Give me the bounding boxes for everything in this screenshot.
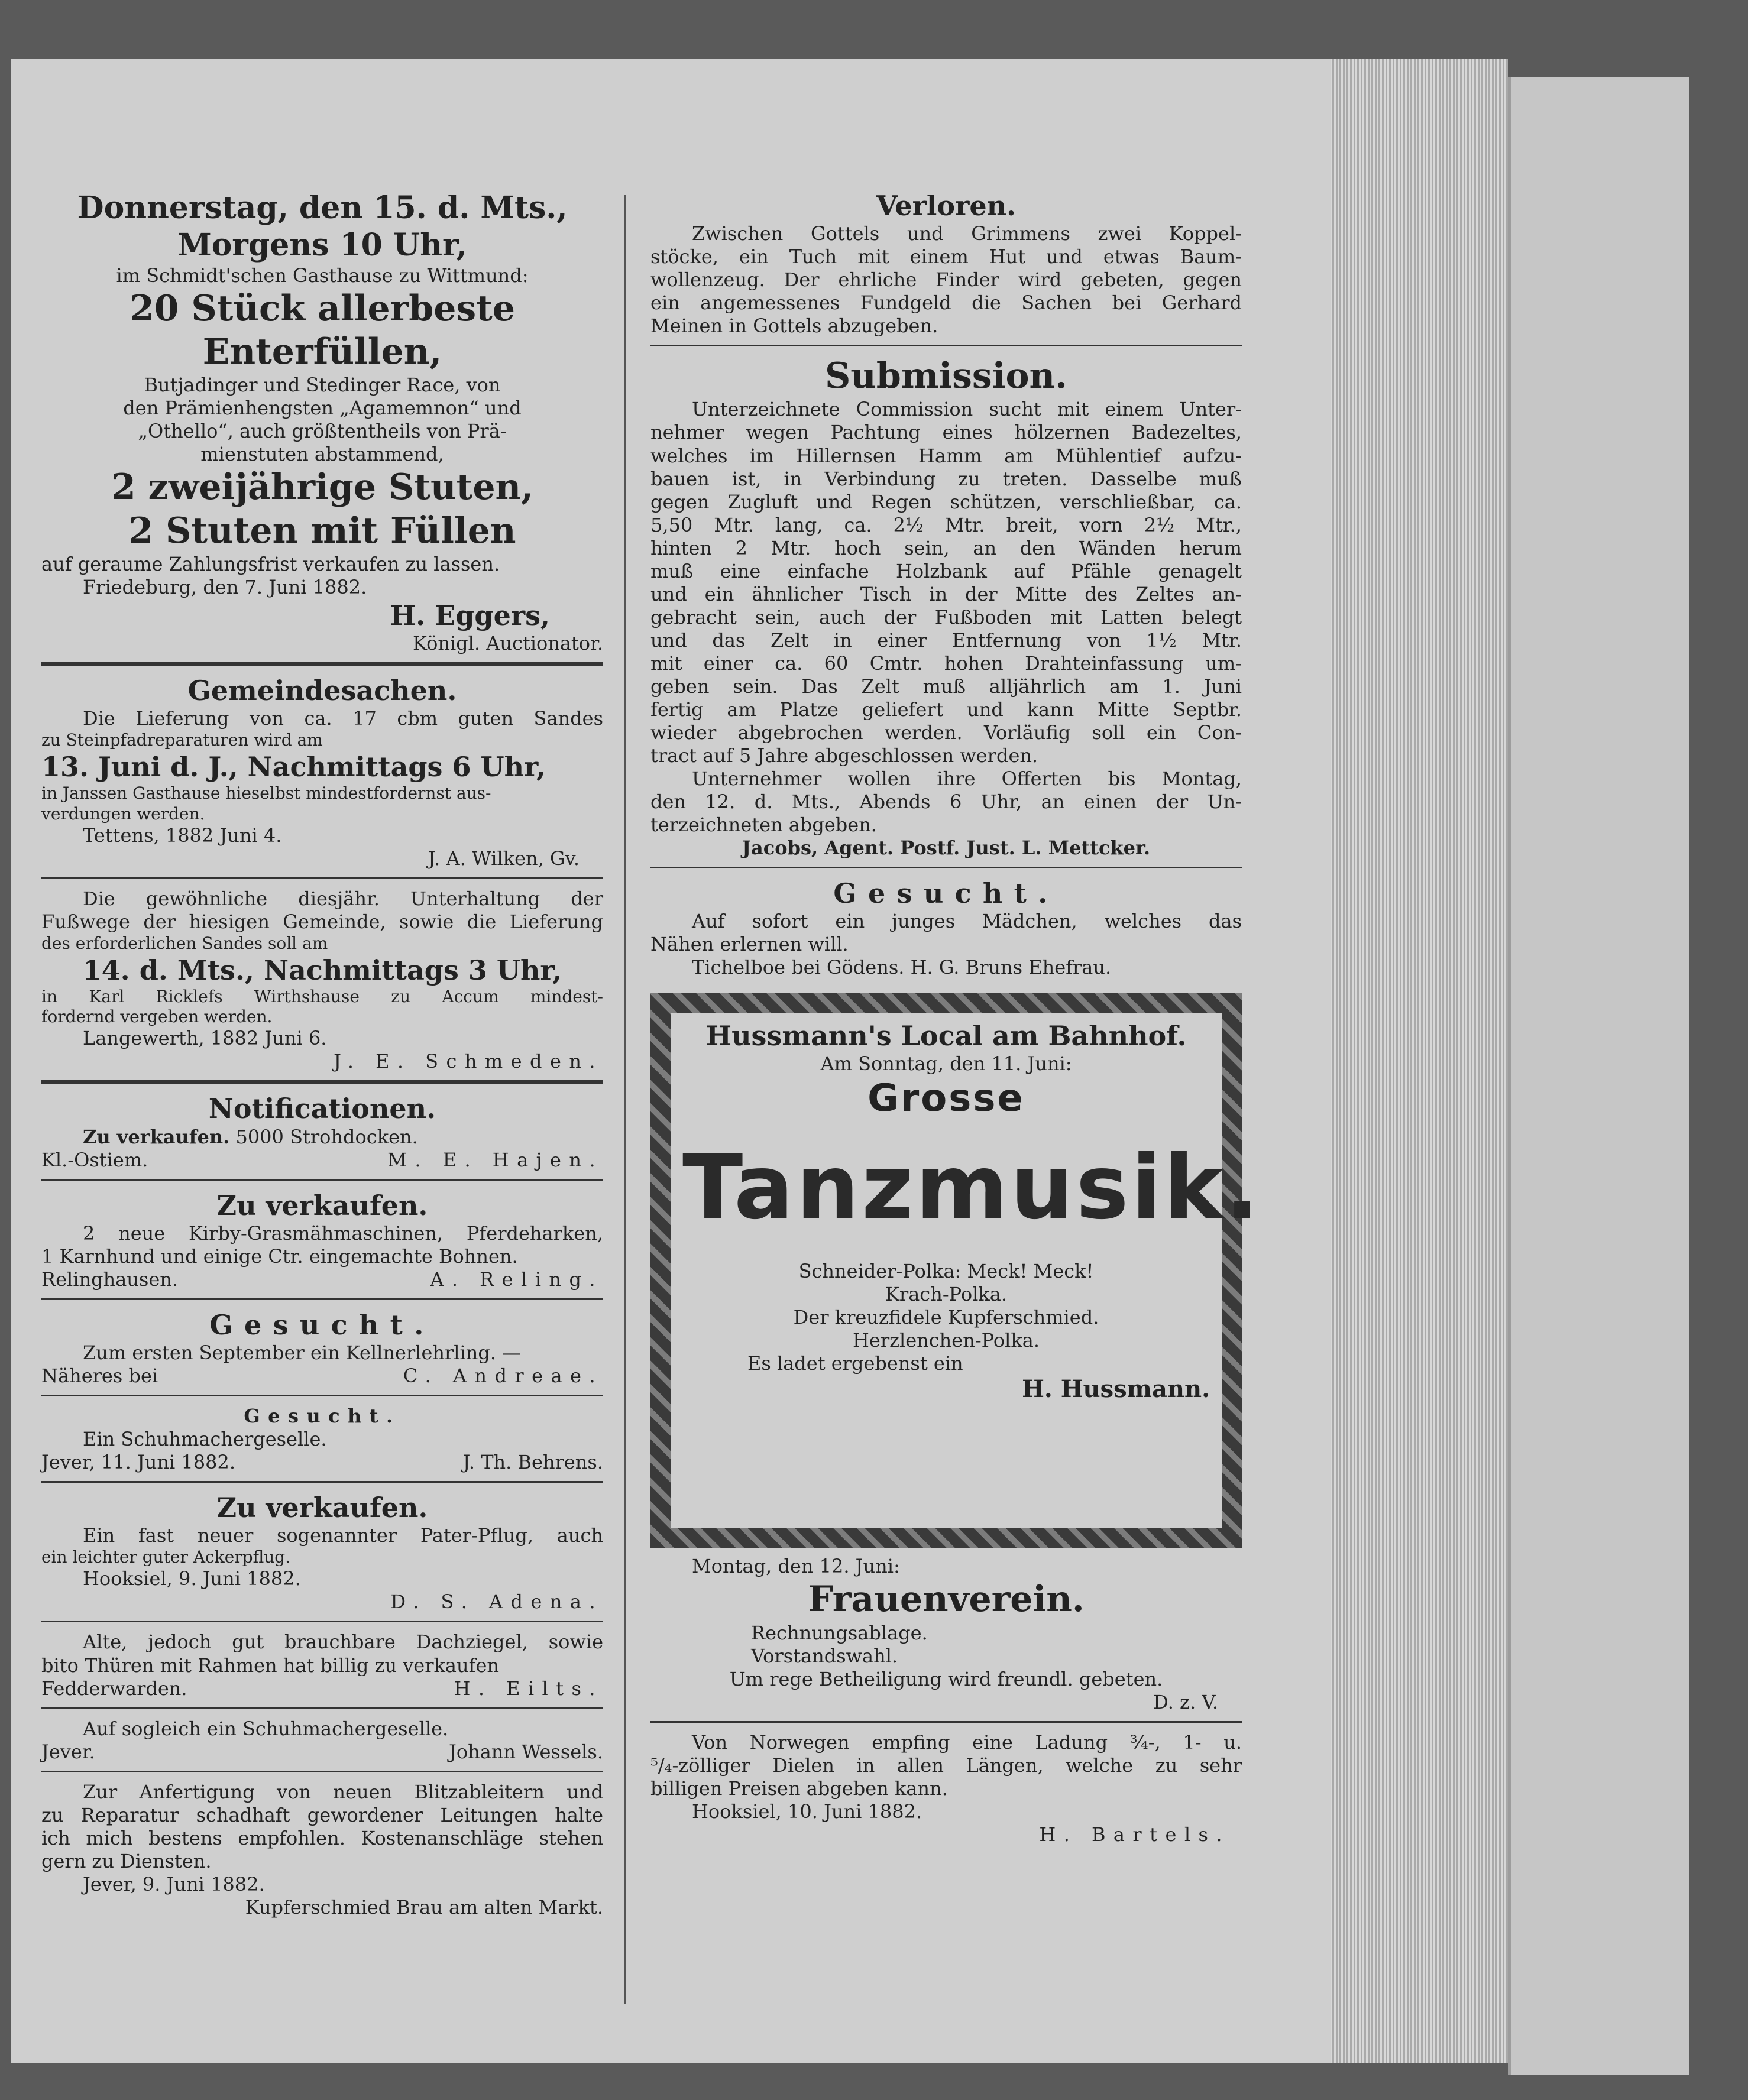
- frauenverein-heading: Frauenverein.: [808, 1579, 1085, 1621]
- tanz-grosse: Grosse: [867, 1077, 1025, 1121]
- auction-item-1-desc: Butjadinger und Stedinger Race, von: [144, 374, 501, 397]
- submission-text: Unternehmer wollen ihre Offerten bis Montag,: [692, 767, 1242, 790]
- separator: [41, 1707, 603, 1709]
- unterhaltung-date-line: 14. d. Mts., Nachmittags 3 Uhr,: [82, 954, 562, 986]
- gesucht-text: Nähen erlernen will.: [650, 933, 849, 956]
- frauenverein-item: Vorstandswahl.: [751, 1644, 898, 1667]
- separator: [41, 1179, 603, 1181]
- auction-date: Donnerstag, den 15. d. Mts.,: [77, 190, 568, 226]
- dachziegel-place: Fedderwarden.: [41, 1677, 187, 1700]
- gemeinde-signer: J. A. Wilken, Gv.: [428, 847, 580, 870]
- gemeinde-text: verdungen werden.: [41, 803, 205, 824]
- tanzmusik-ad: [682, 1019, 1261, 1522]
- separator: [41, 1298, 603, 1300]
- schuhmacher-place: Jever.: [41, 1740, 95, 1763]
- gesucht-heading: Gesucht.: [833, 877, 1059, 910]
- separator: [650, 345, 1242, 346]
- gesucht2-footer: [41, 1451, 603, 1474]
- blitz-text: gern zu Diensten.: [41, 1849, 212, 1872]
- verkaufen1-heading: Zu verkaufen.: [216, 1189, 428, 1221]
- unterhaltung-ad: [41, 887, 603, 1074]
- auction-item-1-desc: „Othello“, auch größtentheils von Prä-: [138, 420, 507, 443]
- submission-text: gebracht sein, auch der Fußboden mit Latten belegt: [650, 605, 1242, 628]
- dielen-ad: [650, 1731, 1242, 1846]
- frauenverein-ad: [650, 1555, 1242, 1713]
- submission-ad: [650, 355, 1242, 860]
- tanz-invite: Es ladet ergebenst ein: [747, 1352, 963, 1375]
- gesucht2-text: Ein Schuhmachergeselle.: [83, 1428, 327, 1451]
- gemeinde-date-line: 13. Juni d. J., Nachmittags 6 Uhr,: [41, 751, 546, 783]
- dielen-signer: H. Bartels.: [1039, 1823, 1230, 1846]
- separator: [41, 1771, 603, 1772]
- dachziegel-signer: H. Eilts.: [454, 1677, 603, 1700]
- submission-text: Unterzeichnete Commission sucht mit einem Unter-: [692, 398, 1242, 421]
- schuhmacher-text: Auf sogleich ein Schuhmachergeselle.: [83, 1717, 449, 1740]
- gemeinde-text: zu Steinpfadreparaturen wird am: [41, 730, 323, 750]
- blitz-text: Zur Anfertigung von neuen Blitzableitern und: [83, 1780, 603, 1803]
- gesucht2-place: Jever, 11. Juni 1882.: [41, 1451, 236, 1474]
- gesucht1-ad: [41, 1308, 603, 1388]
- auction-item-2: 2 zweijährige Stuten,: [111, 466, 534, 508]
- verkaufen1-place: Relinghausen.: [41, 1268, 179, 1291]
- notif-heading: Notificationen.: [208, 1093, 436, 1125]
- tanz-program-item: Der kreuzfidele Kupferschmied.: [793, 1305, 1099, 1328]
- verkaufen1-footer: [41, 1268, 603, 1291]
- submission-text: nehmer wegen Pachtung eines hölzernen Badezeltes,: [650, 421, 1242, 444]
- blitz-text: ich mich bestens empfohlen. Kostenanschläge stehen: [41, 1826, 603, 1849]
- verkaufen2-dateline: Hooksiel, 9. Juni 1882.: [83, 1567, 301, 1590]
- left-column: [41, 189, 603, 1919]
- submission-text: muß eine einfache Holzbank auf Pfähle genagelt: [650, 559, 1242, 582]
- submission-text: und ein ähnlicher Tisch in der Mitte des Zeltes an-: [650, 582, 1242, 605]
- notif-ad: [41, 1092, 603, 1171]
- tanz-date: Am Sonntag, den 11. Juni:: [820, 1052, 1072, 1075]
- gesucht2-ad: [41, 1405, 603, 1474]
- verkaufen1-text: 1 Karnhund und einige Ctr. eingemachte Bohnen.: [41, 1245, 518, 1268]
- submission-heading: Submission.: [824, 355, 1068, 397]
- auction-item-3: 2 Stuten mit Füllen: [128, 510, 516, 552]
- notif-signer: M. E. Hajen.: [387, 1148, 603, 1171]
- verloren-text: stöcke, ein Tuch mit einem Hut und etwas Baum-: [650, 245, 1242, 268]
- unterhaltung-text: in Karl Ricklefs Wirthshause zu Accum mindest-: [41, 987, 603, 1007]
- gemeinde-text: Die Lieferung von ca. 17 cbm guten Sandes: [83, 707, 603, 730]
- right-column: [650, 189, 1261, 1846]
- separator: [41, 1080, 603, 1084]
- dielen-text: Von Norwegen empfing eine Ladung ¾-, 1- u.: [692, 1730, 1242, 1754]
- verkaufen2-ad: [41, 1491, 603, 1613]
- submission-text: mit einer ca. 60 Cmtr. hohen Drahteinfassung um-: [650, 652, 1242, 675]
- auction-dateline: Friedeburg, den 7. Juni 1882.: [83, 575, 367, 598]
- unterhaltung-text: fordernd vergeben werden.: [41, 1007, 273, 1027]
- notif-text: 5000 Strohdocken.: [235, 1125, 418, 1148]
- notif-footer: [41, 1149, 603, 1172]
- dielen-text: ⁵/₄-zölliger Dielen in allen Längen, welche zu sehr: [650, 1754, 1242, 1777]
- notif-line: [41, 1126, 603, 1149]
- separator: [650, 1721, 1242, 1723]
- gemeinde-ad: [41, 674, 603, 870]
- auction-item-1: 20 Stück allerbeste Enterfüllen,: [129, 287, 516, 373]
- gemeinde-heading: Gemeindesachen.: [187, 674, 457, 707]
- submission-text: terzeichneten abgeben.: [650, 814, 877, 837]
- gesucht1-place: Näheres bei: [41, 1364, 158, 1387]
- gesucht1-signer: C. Andreae.: [403, 1364, 603, 1387]
- verkaufen2-text: ein leichter guter Ackerpflug.: [41, 1547, 291, 1567]
- auction-item-1-desc: den Prämienhengsten „Agamemnon“ und: [123, 397, 522, 420]
- gesucht-text: Auf sofort ein junges Mädchen, welches das: [692, 910, 1242, 933]
- dachziegel-footer: [41, 1677, 603, 1700]
- verkaufen1-text: 2 neue Kirby-Grasmähmaschinen, Pferdeharken,: [83, 1221, 603, 1245]
- submission-text: welches im Hillernsen Hamm am Mühlentief aufzu-: [650, 444, 1242, 467]
- submission-text: den 12. d. Mts., Abends 6 Uhr, an einen der Un-: [650, 790, 1242, 813]
- frauenverein-item: Rechnungsablage.: [751, 1621, 928, 1644]
- gesucht2-heading: Gesucht.: [244, 1405, 401, 1428]
- gesucht-ad: [650, 877, 1242, 979]
- submission-text: und das Zelt in einer Entfernung von 1½ Mtr.: [650, 628, 1242, 652]
- tanzmusik-border-box: [650, 993, 1261, 1548]
- frauenverein-date: Montag, den 12. Juni:: [692, 1555, 900, 1578]
- unterhaltung-text: Die gewöhnliche diesjähr. Unterhaltung der: [83, 887, 603, 910]
- dachziegel-text: bito Thüren mit Rahmen hat billig zu verkaufen: [41, 1654, 499, 1677]
- auction-ad: [41, 189, 603, 655]
- auction-place: im Schmidt'schen Gasthause zu Wittmund:: [116, 264, 529, 287]
- verkaufen1-ad: [41, 1189, 603, 1291]
- auction-terms: auf geraume Zahlungsfrist verkaufen zu lassen.: [41, 552, 500, 575]
- frauenverein-note: Um rege Betheiligung wird freundl. gebeten.: [729, 1667, 1163, 1690]
- unterhaltung-text: des erforderlichen Sandes soll am: [41, 933, 328, 953]
- tanz-venue: Hussmann's Local am Bahnhof.: [705, 1020, 1187, 1052]
- separator: [41, 1621, 603, 1622]
- column-divider: [624, 195, 626, 2004]
- submission-text: tract auf 5 Jahre abgeschlossen werden.: [650, 744, 1038, 767]
- submission-signers: Jacobs, Agent. Postf. Just. L. Mettcker.: [742, 837, 1151, 860]
- frauenverein-signer: D. z. V.: [1153, 1690, 1218, 1713]
- verloren-text: ein angemessenes Fundgeld die Sachen bei Gerhard: [650, 291, 1242, 315]
- gesucht2-signer: J. Th. Behrens.: [462, 1451, 603, 1474]
- separator: [41, 1481, 603, 1483]
- separator: [41, 662, 603, 666]
- dachziegel-text: Alte, jedoch gut brauchbare Dachziegel, sowie: [83, 1631, 603, 1654]
- gesucht-signer: Tichelboe bei Gödens. H. G. Bruns Ehefrau.: [692, 956, 1112, 979]
- schuhmacher-ad: [41, 1717, 603, 1764]
- verloren-text: Zwischen Gottels und Grimmens zwei Koppel-: [692, 222, 1242, 245]
- submission-text: geben sein. Das Zelt muß alljährlich am 1. Juni: [650, 675, 1242, 698]
- tanz-program-item: Schneider-Polka: Meck! Meck!: [798, 1259, 1094, 1282]
- submission-text: bauen ist, in Verbindung zu treten. Dasselbe muß: [650, 467, 1242, 490]
- unterhaltung-signer: J. E. Schmeden.: [334, 1050, 603, 1073]
- dielen-text: billigen Preisen abgeben kann.: [650, 1777, 948, 1800]
- blitz-dateline: Jever, 9. Juni 1882.: [83, 1872, 265, 1895]
- verloren-heading: Verloren.: [876, 190, 1017, 222]
- verloren-text: Meinen in Gottels abzugeben.: [650, 315, 938, 338]
- schuhmacher-footer: [41, 1741, 603, 1764]
- auction-signer: H. Eggers,: [390, 599, 550, 631]
- blitz-signer: Kupferschmied Brau am alten Markt.: [245, 1895, 603, 1918]
- separator: [41, 877, 603, 879]
- unterhaltung-text: Fußwege der hiesigen Gemeinde, sowie die Lieferung: [41, 910, 603, 933]
- gesucht1-footer: [41, 1365, 603, 1388]
- notif-label: Zu verkaufen.: [83, 1125, 230, 1148]
- gemeinde-text: in Janssen Gasthause hieselbst mindestfordernst aus-: [41, 783, 491, 803]
- gesucht1-text: Zum ersten September ein Kellnerlehrling. —: [83, 1341, 522, 1364]
- submission-text: hinten 2 Mtr. hoch sein, an den Wänden herum: [650, 536, 1242, 559]
- blitz-ad: [41, 1781, 603, 1919]
- dielen-dateline: Hooksiel, 10. Juni 1882.: [692, 1800, 922, 1823]
- verloren-ad: [650, 189, 1242, 338]
- book-page-edges: [1331, 59, 1508, 2063]
- submission-text: wieder abgebrochen werden. Vorläufig soll ein Con-: [650, 721, 1242, 744]
- verkaufen2-text: Ein fast neuer sogenannter Pater-Pflug, auch: [83, 1524, 603, 1547]
- separator: [650, 867, 1242, 868]
- verloren-text: wollenzeug. Der ehrliche Finder wird gebeten, gegen: [650, 268, 1242, 291]
- tanz-program-item: Krach-Polka.: [885, 1282, 1007, 1305]
- tanz-program-item: Herzlenchen-Polka.: [852, 1328, 1040, 1352]
- auction-time: Morgens 10 Uhr,: [177, 227, 467, 264]
- unterhaltung-dateline: Langewerth, 1882 Juni 6.: [83, 1027, 327, 1050]
- submission-text: gegen Zugluft und Regen schützen, verschließbar, ca.: [650, 490, 1242, 513]
- verkaufen2-signer: D. S. Adena.: [390, 1590, 603, 1613]
- submission-text: fertig am Platze geliefert und kann Mitte Septbr.: [650, 698, 1242, 721]
- verkaufen1-signer: A. Reling.: [430, 1268, 603, 1291]
- submission-text: 5,50 Mtr. lang, ca. 2½ Mtr. breit, vorn 2½ Mtr.,: [650, 513, 1242, 536]
- tanz-title: Tanzmusik.: [682, 1136, 1261, 1239]
- gesucht1-heading: Gesucht.: [209, 1308, 435, 1341]
- auction-signer-title: Königl. Auctionator.: [413, 631, 603, 654]
- gemeinde-dateline: Tettens, 1882 Juni 4.: [83, 824, 282, 847]
- schuhmacher-signer: Johann Wessels.: [449, 1740, 603, 1763]
- verkaufen2-heading: Zu verkaufen.: [216, 1492, 428, 1524]
- blitz-text: zu Reparatur schadhaft gewordener Leitungen halte: [41, 1803, 603, 1826]
- book-cover: [1508, 77, 1689, 2075]
- notif-place: Kl.-Ostiem.: [41, 1148, 148, 1171]
- separator: [41, 1395, 603, 1396]
- tanz-signer: H. Hussmann.: [1022, 1375, 1210, 1403]
- dachziegel-ad: [41, 1631, 603, 1700]
- auction-item-1-desc: mienstuten abstammend,: [200, 443, 444, 466]
